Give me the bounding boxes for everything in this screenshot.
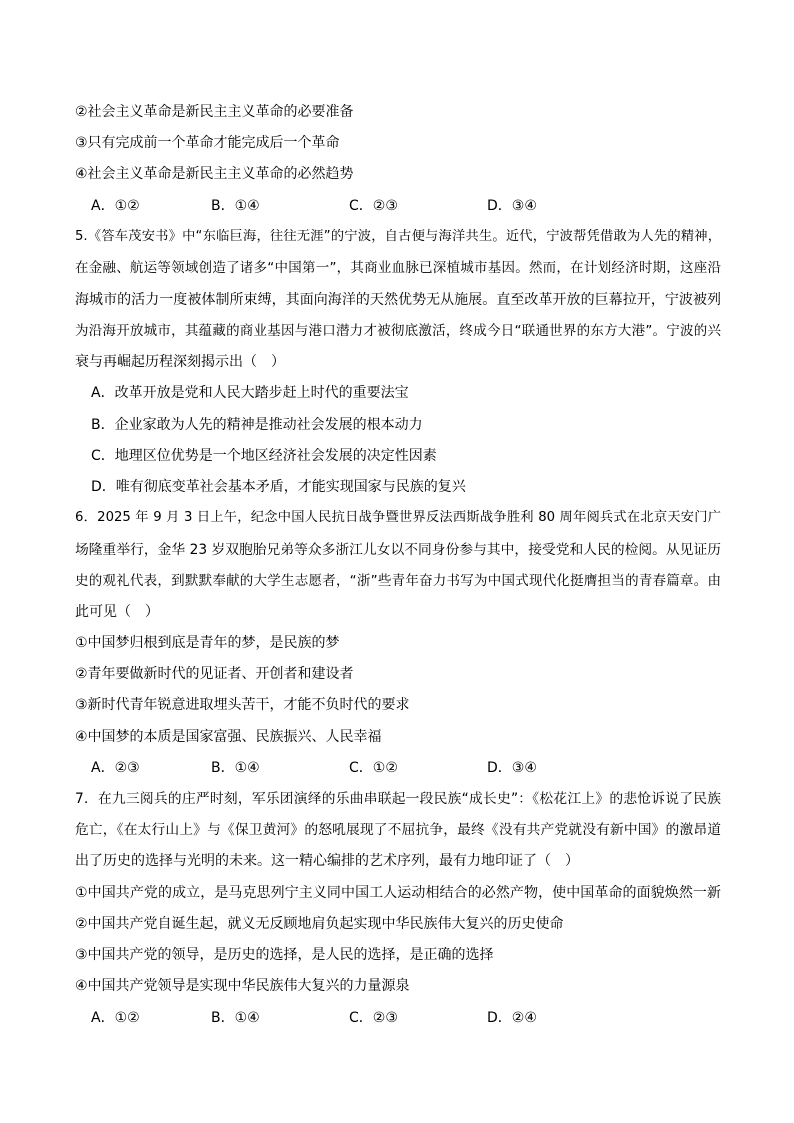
q6-option-c: C．①②	[349, 760, 398, 776]
q6-stem-line-3: 史的观礼代表，到默默奉献的大学生志愿者，“浙”些青年奋力书写为中国式现代化挺膺担当的青春篇章。由	[75, 573, 721, 589]
q6-stem-line-2: 场隆重举行，金华 23 岁双胞胎兄弟等众多浙江儿女以不同身份参与其中，接受党和人民的检阅。从见证历	[75, 542, 721, 558]
q5-option-c: C．地理区位优势是一个地区经济社会发展的决定性因素	[91, 448, 437, 464]
q5-stem-line-4: 为沿海开放城市，其蕴藏的商业基因与港口潜力才被彻底激活，终成今日“联通世界的东方大港”。宁波的兴	[75, 323, 721, 339]
q6-option-d: D．③④	[487, 760, 537, 776]
q4-statement-2: ②社会主义革命是新民主主义革命的必要准备	[75, 104, 354, 120]
q5-option-b: B．企业家敢为人先的精神是推动社会发展的根本动力	[91, 417, 423, 433]
q5-stem-line-3: 海城市的活力一度被体制所束缚，其面向海洋的天然优势无从施展。直至改革开放的巨幕拉开，宁波被列	[75, 292, 721, 308]
q7-statement-3: ③中国共产党的领导，是历史的选择，是人民的选择，是正确的选择	[75, 947, 494, 963]
q7-statement-2: ②中国共产党自诞生起，就义无反顾地肩负起实现中华民族伟大复兴的历史使命	[75, 916, 564, 932]
q7-stem-line-1: 7．在九三阅兵的庄严时刻，军乐团演绎的乐曲串联起一段民族“成长史”：《松花江上》的悲怆诉说了民族	[75, 791, 721, 807]
q6-option-b: B．①④	[211, 760, 260, 776]
q7-option-d: D．②④	[487, 1010, 537, 1026]
q6-statement-1: ①中国梦归根到底是青年的梦，是民族的梦	[75, 635, 340, 651]
q4-option-b: B．①④	[211, 198, 260, 214]
q7-statement-4: ④中国共产党领导是实现中华民族伟大复兴的力量源泉	[75, 978, 410, 994]
q6-statement-3: ③新时代青年锐意进取埋头苦干，才能不负时代的要求	[75, 697, 410, 713]
q7-option-a: A．①②	[91, 1010, 140, 1026]
q7-stem-line-3: 出了历史的选择与光明的未来。这一精心编排的艺术序列，最有力地印证了（ ）	[75, 853, 579, 869]
q7-stem-line-2: 危亡，《在太行山上》与《保卫黄河》的怒吼展现了不屈抗争，最终《没有共产党就没有新中国》的激昂道	[75, 822, 721, 838]
q5-stem-line-1: 5.《答车茂安书》中“东临巨海，往往无涯”的宁波，自古便与海洋共生。近代，宁波帮凭借敢为人先的精神，	[75, 229, 721, 244]
q6-stem-line-1: 6．2025 年 9 月 3 日上午，纪念中国人民抗日战争暨世界反法西斯战争胜利 80 周年阅兵式在北京天安门广	[75, 510, 721, 525]
q6-statement-2: ②青年要做新时代的见证者、开创者和建设者	[75, 666, 354, 682]
q7-option-c: C．②③	[349, 1010, 398, 1026]
q4-statement-4: ④社会主义革命是新民主主义革命的必然趋势	[75, 166, 354, 182]
q4-option-d: D．③④	[487, 198, 537, 214]
q7-option-b: B．①④	[211, 1010, 260, 1026]
q7-statement-1: ①中国共产党的成立，是马克思列宁主义同中国工人运动相结合的必然产物，使中国革命的面貌焕然一新	[75, 885, 721, 901]
q6-statement-4: ④中国梦的本质是国家富强、民族振兴、人民幸福	[75, 729, 382, 745]
q4-option-a: A．①②	[91, 198, 140, 214]
q5-stem-line-5: 衰与再崛起历程深刻揭示出（ ）	[75, 354, 285, 370]
q6-stem-line-4: 此可见（ ）	[75, 604, 159, 620]
q4-option-c: C．②③	[349, 198, 398, 214]
q4-statement-3: ③只有完成前一个革命才能完成后一个革命	[75, 135, 340, 151]
q6-option-a: A．②③	[91, 760, 140, 776]
q5-stem-line-2: 在金融、航运等领域创造了诸多“中国第一”，其商业血脉已深植城市基因。然而，在计划经济时期，这座沿	[75, 260, 721, 276]
q5-option-a: A．改革开放是党和人民大踏步赶上时代的重要法宝	[91, 385, 409, 401]
q5-option-d: D．唯有彻底变革社会基本矛盾，才能实现国家与民族的复兴	[91, 479, 466, 495]
